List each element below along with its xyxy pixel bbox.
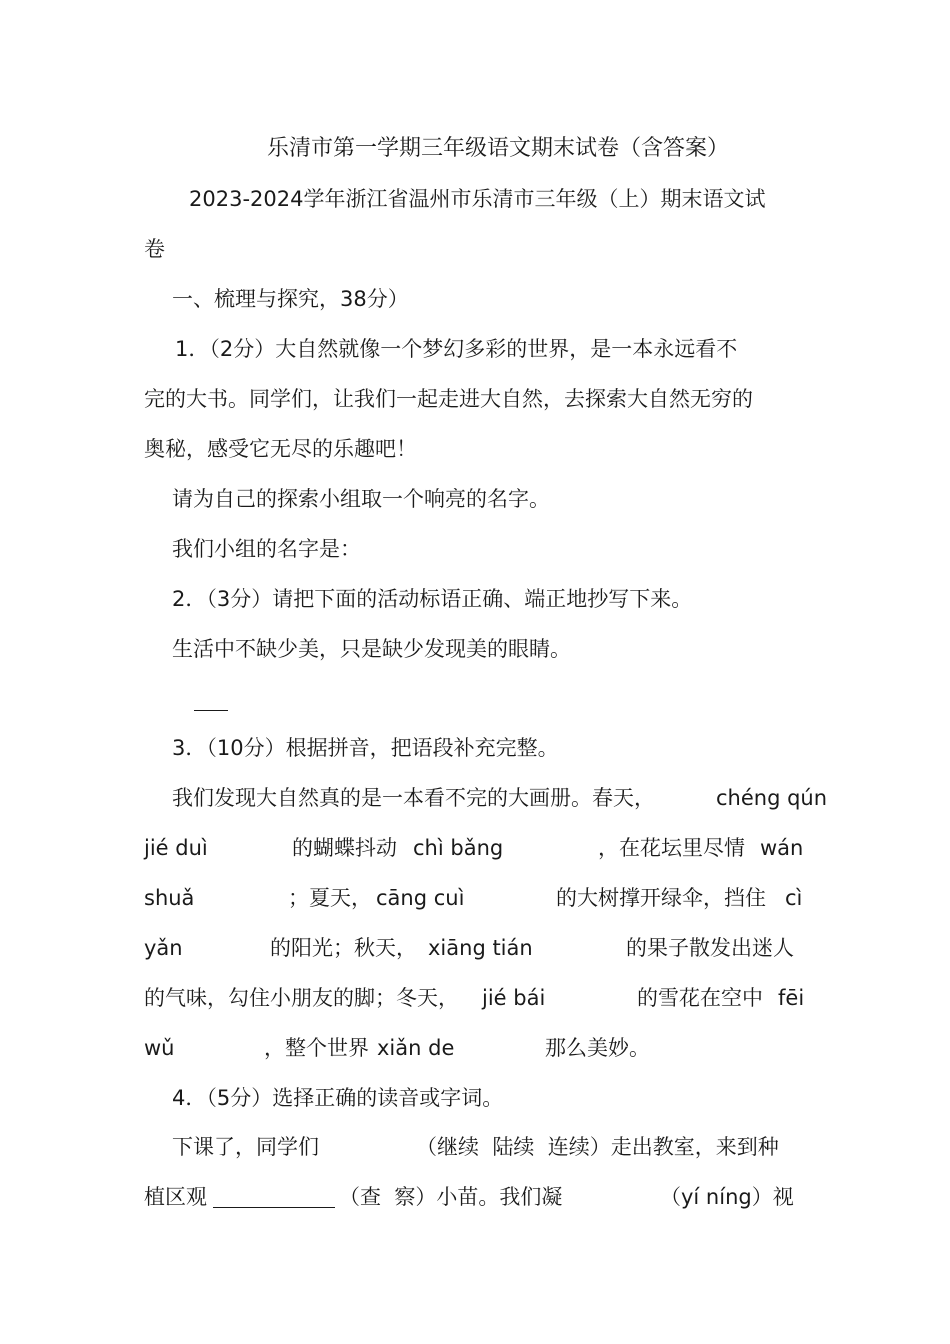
- q1-line-1: 1．（2分）大自然就像一个梦幻多彩的世界，是一本永远看不: [175, 337, 738, 361]
- q3-pinyin-chi-bang: chì bǎng: [413, 836, 504, 860]
- q3-l5-text-1: 的气味，勾住小朋友的脚；冬天，: [144, 986, 459, 1010]
- q3-l3-text-2: 的大树撑开绿伞，挡住: [556, 886, 766, 910]
- q3-pinyin-yan: yǎn: [144, 936, 183, 960]
- q3-l6-text-2: 那么美妙。: [545, 1036, 650, 1060]
- q4-line-1: 4．（5分）选择正确的读音或字词。: [172, 1086, 504, 1110]
- q3-pinyin-xian-de: xiǎn de: [377, 1036, 455, 1060]
- q3-l2-text-1: 的蝴蝶抖动: [292, 836, 397, 860]
- q4-l2-options: （查 察）小苗。我们凝: [339, 1185, 563, 1209]
- q3-l5-text-2: 的雪花在空中: [637, 986, 763, 1010]
- q3-l4-text-1: 的阳光；秋天，: [270, 936, 417, 960]
- q1-answer-label: 我们小组的名字是：: [172, 537, 361, 561]
- q3-pinyin-shua: shuǎ: [144, 886, 195, 910]
- q1-line-3: 奥秘，感受它无尽的乐趣吧！: [144, 437, 417, 461]
- q3-pinyin-fei: fēi: [778, 986, 805, 1010]
- q3-l4-text-2: 的果子散发出迷人: [626, 936, 794, 960]
- q3-text-line-1: [172, 788, 655, 809]
- q4-l2-pinyin: （yí níng）视: [660, 1185, 794, 1209]
- q3-line-1: 3．（10分）根据拼音，把语段补充完整。: [172, 736, 559, 760]
- q4-l1-options: （继续 陆续 连续）走出教室，来到种: [416, 1135, 779, 1159]
- q2-slogan: 生活中不缺少美，只是缺少发现美的眼睛。: [172, 637, 571, 661]
- section-heading: 一、梳理与探究，38分）: [172, 287, 409, 311]
- subtitle-line-1: 2023-2024学年浙江省温州市乐清市三年级（上）期末语文试: [189, 187, 766, 211]
- q3-pinyin-cang-cui: cāng cuì: [376, 886, 465, 910]
- q1-line-2: 完的大书。同学们，让我们一起走进大自然，去探索大自然无穷的: [144, 387, 753, 411]
- q3-pinyin-xiang-tian: xiāng tián: [428, 936, 533, 960]
- q3-pinyin-wu: wǔ: [144, 1036, 175, 1060]
- subtitle-line-2: 卷: [144, 237, 165, 261]
- q3-l3-text-1: ；夏天，: [288, 886, 372, 910]
- q2-line-1: 2．（3分）请把下面的活动标语正确、端正地抄写下来。: [172, 587, 693, 611]
- q3-pinyin-wan: wán: [760, 836, 804, 860]
- q3-pinyin-jie-dui: jié duì: [144, 836, 208, 860]
- q1-prompt: 请为自己的探索小组取一个响亮的名字。: [172, 487, 550, 511]
- q3-pinyin-cheng-qun: chéng qún: [716, 786, 828, 810]
- q3-l1-text: 我们发现大自然真的是一本看不完的大画册。春天，: [172, 786, 655, 810]
- q4-answer-blank[interactable]: [213, 1187, 335, 1212]
- q3-pinyin-jie-bai: jié bái: [482, 986, 546, 1010]
- page-title: 乐清市第一学期三年级语文期末试卷（含答案）: [266, 136, 729, 161]
- q4-l2-text-1: 植区观: [144, 1185, 207, 1209]
- q2-answer-blank[interactable]: [194, 690, 228, 715]
- q3-l2-text-2: ，在花坛里尽情: [598, 836, 745, 860]
- q3-l6-text-1: ，整个世界: [264, 1036, 369, 1060]
- q3-pinyin-ci: cì: [785, 886, 803, 910]
- q4-l1-text-1: 下课了，同学们: [172, 1135, 319, 1159]
